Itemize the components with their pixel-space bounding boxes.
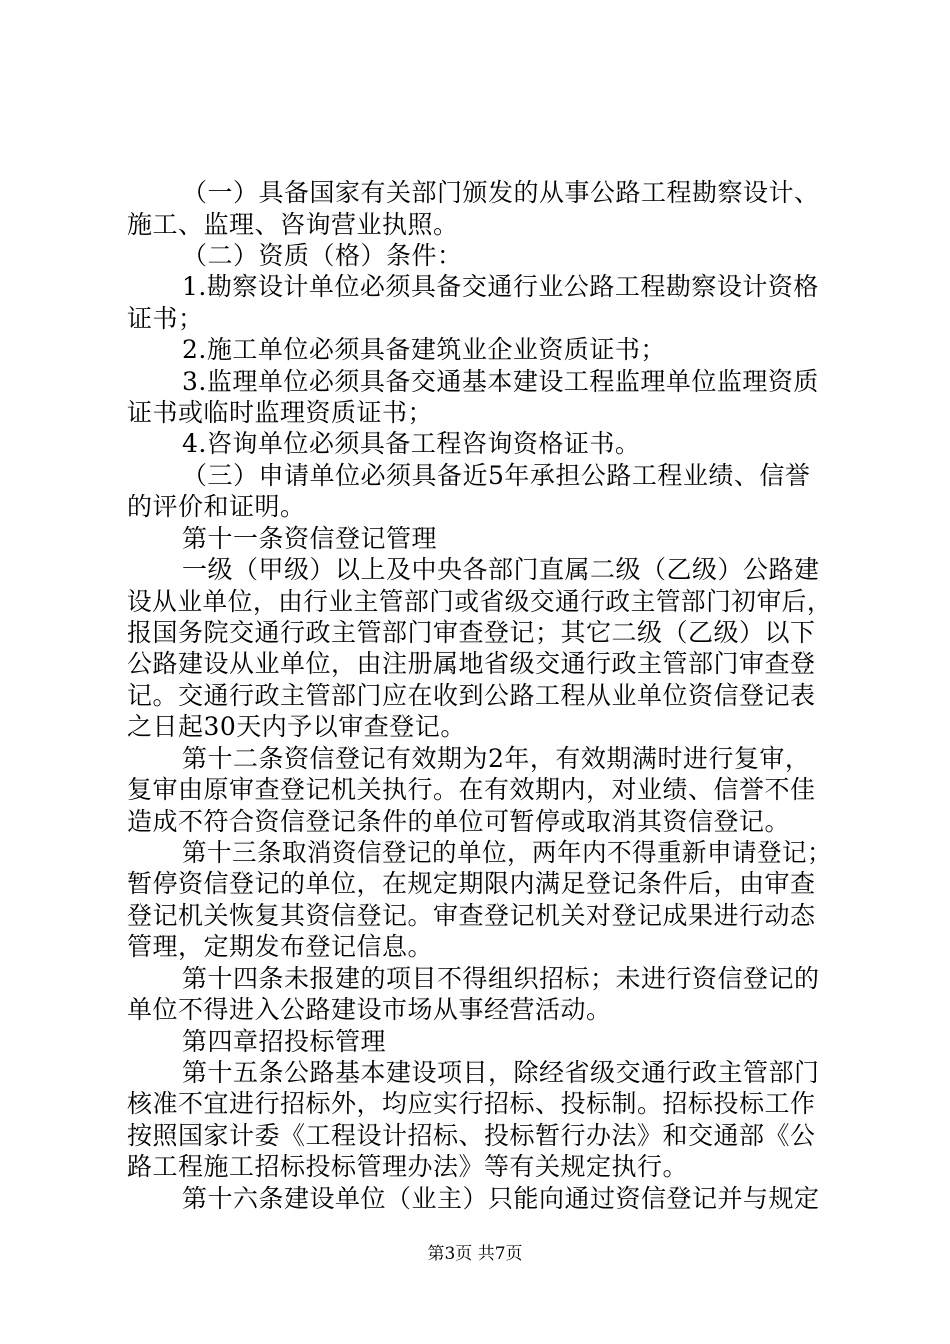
- paragraph-line: 复审由原审查登记机关执行。在有效期内，对业绩、信誉不佳: [127, 775, 816, 804]
- paragraph-line: 一级（甲级）以上及中央各部门直属二级（乙级）公路建: [182, 555, 820, 584]
- chapter-heading: 第四章招投标管理: [182, 1027, 387, 1056]
- paragraph-line: 第十二条资信登记有效期为2年，有效期满时进行复审，: [182, 744, 811, 773]
- paragraph-line: （三）申请单位必须具备近5年承担公路工程业绩、信誉: [182, 461, 811, 490]
- paragraph-line: 造成不符合资信登记条件的单位可暂停或取消其资信登记。: [127, 807, 791, 836]
- paragraph-line: 单位不得进入公路建设市场从事经营活动。: [127, 995, 612, 1024]
- paragraph-line: 4.咨询单位必须具备工程咨询资格证书。: [182, 429, 641, 458]
- paragraph-line: 之日起30天内予以审查登记。: [127, 712, 466, 741]
- paragraph-line: 的评价和证明。: [127, 492, 306, 521]
- paragraph-line: 证书或临时监理资质证书；: [127, 398, 434, 427]
- paragraph-line: 证书；: [127, 304, 204, 333]
- paragraph-line: 登记机关恢复其资信登记。审查登记机关对登记成果进行动态: [127, 901, 816, 930]
- paragraph-line: 按照国家计委《工程设计招标、投标暂行办法》和交通部《公: [127, 1121, 816, 1150]
- paragraph-line: （一）具备国家有关部门颁发的从事公路工程勘察设计、: [182, 178, 820, 207]
- paragraph-line: 第十五条公路基本建设项目，除经省级交通行政主管部门: [182, 1058, 820, 1087]
- paragraph-line: 报国务院交通行政主管部门审查登记；其它二级（乙级）以下: [127, 618, 816, 647]
- paragraph-line: 公路建设从业单位，由注册属地省级交通行政主管部门审查登: [127, 649, 816, 678]
- paragraph-line: 1.勘察设计单位必须具备交通行业公路工程勘察设计资格: [182, 272, 819, 301]
- paragraph-line: 3.监理单位必须具备交通基本建设工程监理单位监理资质: [182, 367, 819, 396]
- paragraph-line: 暂停资信登记的单位，在规定期限内满足登记条件后，由审查: [127, 869, 816, 898]
- paragraph-line: 管理，定期发布登记信息。: [127, 932, 434, 961]
- page-footer: 第3页 共7页: [427, 1244, 523, 1264]
- paragraph-line: 第十四条未报建的项目不得组织招标；未进行资信登记的: [182, 964, 820, 993]
- paragraph-line: 设从业单位，由行业主管部门或省级交通行政主管部门初审后，: [127, 587, 833, 616]
- paragraph-line: （二）资质（格）条件：: [182, 241, 463, 270]
- paragraph-line: 2.施工单位必须具备建筑业企业资质证书；: [182, 335, 666, 364]
- article-heading: 第十一条资信登记管理: [182, 524, 438, 553]
- paragraph-line: 第十三条取消资信登记的单位，两年内不得重新申请登记；: [182, 838, 833, 867]
- paragraph-line: 核准不宜进行招标外，均应实行招标、投标制。招标投标工作: [127, 1089, 816, 1118]
- paragraph-line: 施工、监理、咨询营业执照。: [127, 210, 459, 239]
- paragraph-line: 路工程施工招标投标管理办法》等有关规定执行。: [127, 1152, 689, 1181]
- paragraph-line: 第十六条建设单位（业主）只能向通过资信登记并与规定: [182, 1184, 820, 1213]
- paragraph-line: 记。交通行政主管部门应在收到公路工程从业单位资信登记表: [127, 681, 816, 710]
